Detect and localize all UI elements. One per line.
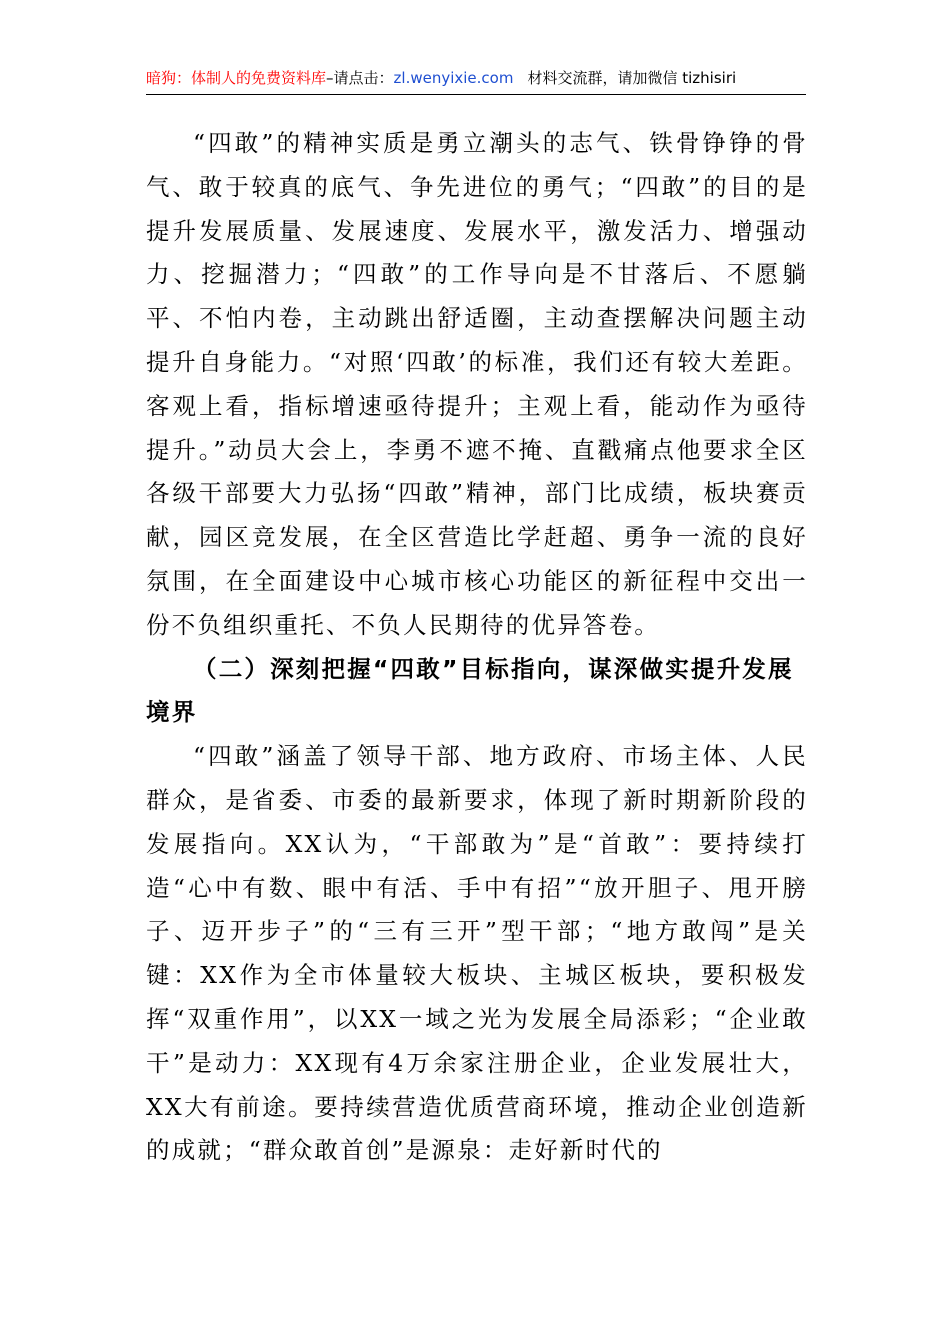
paragraph-four-dares-essence: “四敢”的精神实质是勇立潮头的志气、铁骨铮铮的骨气、敢于较真的底气、争先进位的勇气；“四敢”的目的是提升发展质量、发展速度、发展水平，激发活力、增强动力、挖掘潜力；“四敢”的工作导向是不甘落后、不愿躺平、不怕内卷，主动跳出舒适圈，主动查摆解决问题主动提升自身能力。“对照‘四敢’的标准，我们还有较大差距。客观上看，指标增速亟待提升；主观上看，能动作为亟待提升。”动员大会上，李勇不遮不掩、直戳痛点他要求全区各级干部要大力弘扬“四敢”精神，部门比成绩，板块赛贡献，园区竞发展，在全区营造比学赶超、勇争一流的良好氛围，在全面建设中心城市核心功能区的新征程中交出一份不负组织重托、不负人民期待的优异答卷。: [146, 129, 808, 639]
document-body: [146, 122, 808, 1173]
section-heading-2: （二）深刻把握“四敢”目标指向，谋深做实提升发展境界: [146, 654, 794, 727]
header-site-name: 暗狗：体制人的免费资料库: [146, 69, 327, 87]
header-click-prompt: –请点击：: [326, 69, 394, 87]
header-wechat-note: 材料交流群，请加微信 tizhisiri: [527, 69, 737, 87]
paragraph-four-dares-scope: “四敢”涵盖了领导干部、地方政府、市场主体、人民群众，是省委、市委的最新要求，体现了新时期新阶段的发展指向。XX认为，“干部敢为”是“首敢”：要持续打造“心中有数、眼中有活、手中有招”“放开胆子、甩开膀子、迈开步子”的“三有三开”型干部；“地方敢闯”是关键：XX作为全市体量较大板块、主城区板块，要积极发挥“双重作用”，以XX一域之光为发展全局添彩；“企业敢干”是动力：XX现有4万余家注册企业，企业发展壮大，XX大有前途。要持续营造优质营商环境，推动企业创造新的成就；“群众敢首创”是源泉：走好新时代的: [146, 742, 808, 1165]
header-url-link[interactable]: zl.wenyixie.com: [393, 69, 514, 87]
page-header: [146, 66, 806, 95]
